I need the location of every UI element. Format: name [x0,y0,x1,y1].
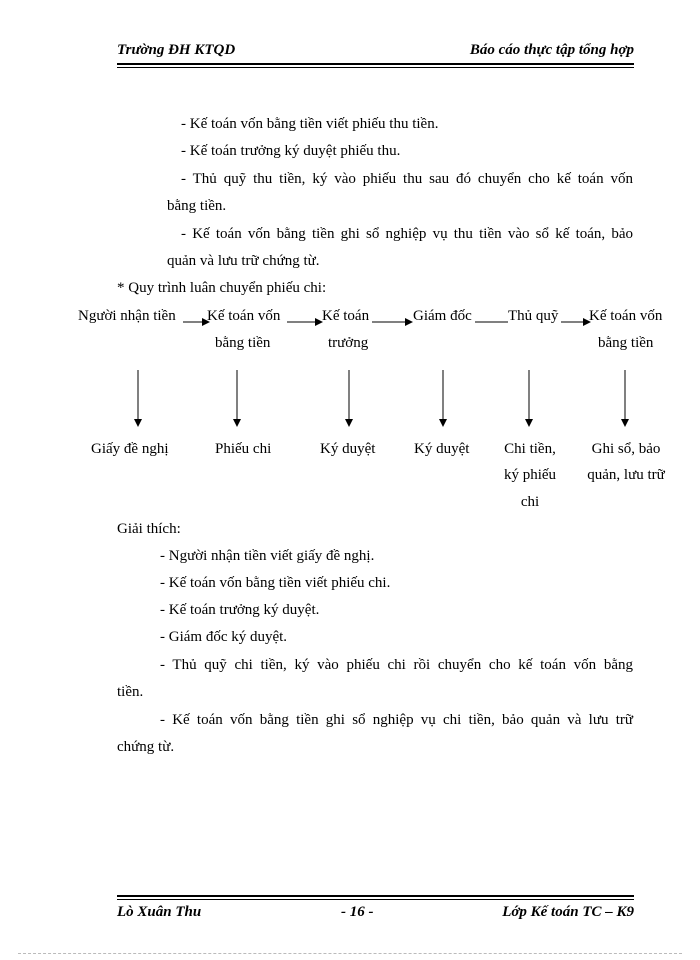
output-chief-approval: Ký duyệt [320,441,376,457]
footer-rule-thick [117,895,634,897]
top-step-4: - Kế toán vốn bằng tiền ghi sổ nghiệp vụ thu tiền vào sổ kế toán, bảo [181,226,633,242]
explanation-item-2: - Kế toán vốn bằng tiền viết phiếu chi. [160,575,391,591]
node-cash-accountant: Kế toán vốn [207,308,281,324]
explanation-heading: Giải thích: [117,521,181,537]
header-school: Trường ĐH KTQD [117,42,236,58]
explanation-item-1: - Người nhận tiền viết giấy đề nghị. [160,548,375,564]
top-step-3-cont: bằng tiền. [167,198,227,214]
top-step-3: - Thủ quỹ thu tiền, ký vào phiếu thu sau đó chuyển cho kế toán vốn [181,171,633,187]
node-cash-accountant-line2: bằng tiền [215,335,271,351]
top-step-4-cont: quản và lưu trữ chứng từ. [167,253,320,269]
output-cashier-line2: ký phiếu [503,467,557,483]
explanation-item-5: - Thủ quỹ chi tiền, ký vào phiếu chi rồi chuyển cho kế toán vốn bằng [160,657,633,673]
node-cash-accountant-final: Kế toán vốn [589,308,663,324]
top-step-1: - Kế toán vốn bằng tiền viết phiếu thu tiền. [181,116,439,132]
output-record: Ghi sổ, bảo [591,441,661,457]
output-payment-slip: Phiếu chi [215,441,272,457]
output-cashier-line3: chi [520,494,540,510]
explanation-item-5-cont: tiền. [117,684,144,700]
output-cashier: Chi tiền, [504,441,556,457]
node-recipient: Người nhận tiền [78,308,176,324]
explanation-item-6: - Kế toán vốn bằng tiền ghi sổ nghiệp vụ chi tiền, bảo quản và lưu trữ [160,712,633,728]
diagram-title: * Quy trình luân chuyển phiếu chi: [117,280,327,296]
footer-author: Lò Xuân Thu [117,904,202,920]
node-chief-accountant: Kế toán [322,308,370,324]
page-bottom-edge [18,953,682,954]
footer-class: Lớp Kế toán TC – K9 [502,904,634,920]
node-director: Giám đốc [413,308,472,324]
output-request-form: Giấy đề nghị [91,441,169,457]
header-report-title: Báo cáo thực tập tổng hợp [469,42,634,58]
footer-page-number: - 16 - [341,904,374,920]
explanation-item-4: - Giám đốc ký duyệt. [160,629,288,645]
top-step-2: - Kế toán trưởng ký duyệt phiếu thu. [181,143,401,159]
footer-rule-thin [117,899,634,900]
node-chief-accountant-line2: trưởng [328,335,369,351]
explanation-item-6-cont: chứng từ. [117,739,175,755]
node-cash-accountant-final-line2: bằng tiền [598,335,654,351]
node-cashier: Thủ quỹ [508,308,559,324]
output-director-approval: Ký duyệt [414,441,470,457]
explanation-item-3: - Kế toán trưởng ký duyệt. [160,602,320,618]
output-record-line2: quản, lưu trữ [587,467,665,483]
